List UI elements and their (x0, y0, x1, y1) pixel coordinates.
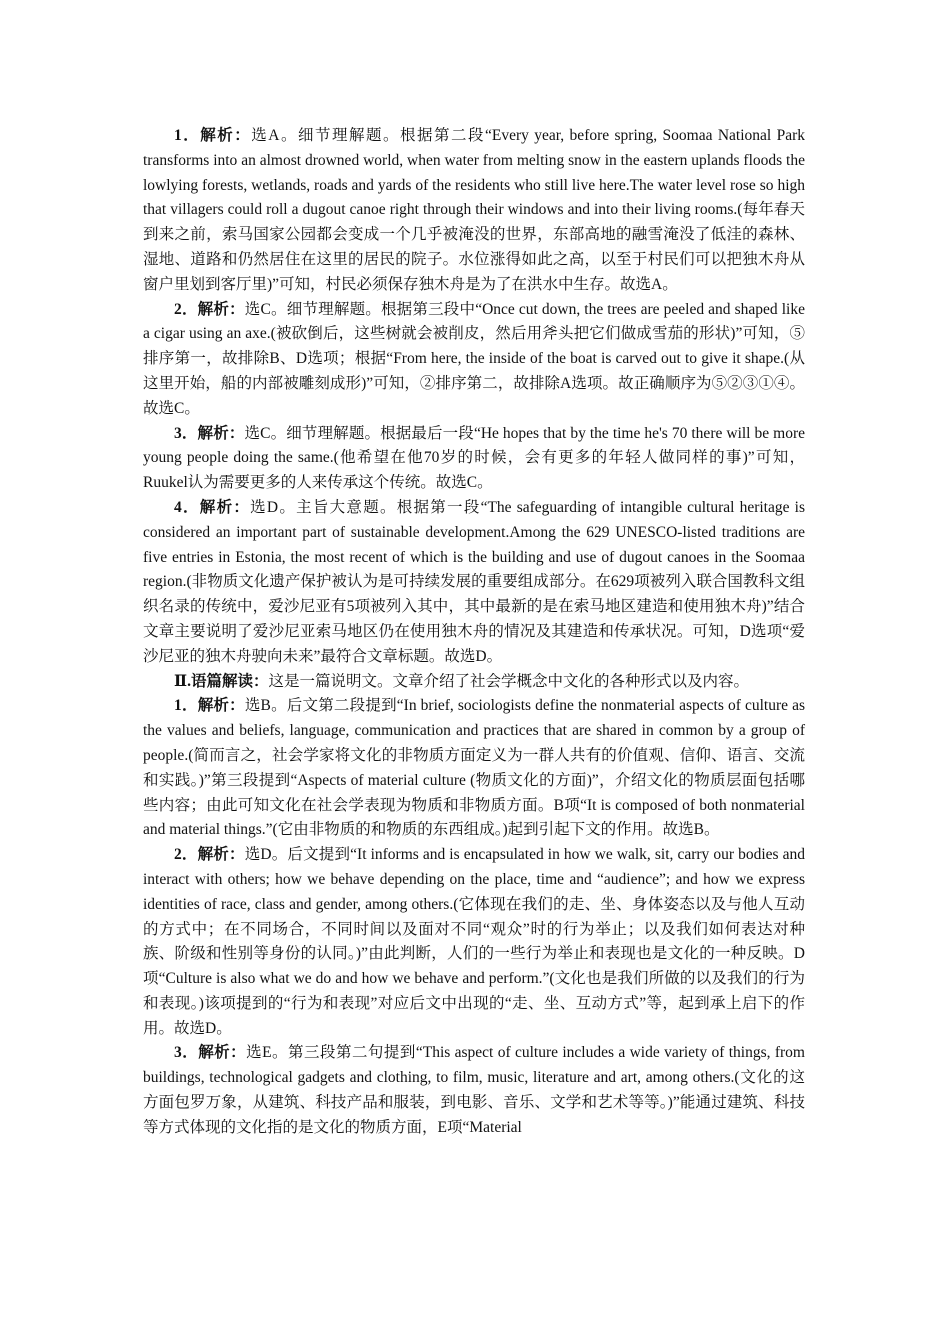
answer-item (143, 694, 805, 843)
item-number: 3． (174, 1044, 199, 1062)
item-label: 解析： (197, 424, 245, 442)
section-heading-label: Ⅱ.语篇解读： (174, 672, 269, 690)
item-body: 选E。第三段第二句提到“This aspect of culture includes a wide variety of things, from buildings, technological gadgets and clothing, to film, music, literature and art, among others.(文化的这方面包罗万象，从建筑、科技产品和服装，到电影、音乐、文学和艺术等等。)”能通过建筑、科技等方式体现的文化指的是文化的物质方面，E项“Material (143, 1044, 805, 1136)
item-number: 3． (174, 424, 198, 442)
item-label: 解析： (198, 1044, 247, 1062)
document-page (143, 124, 805, 1141)
answer-item (143, 124, 805, 298)
item-label: 解析： (200, 127, 252, 144)
item-number: 1． (174, 127, 201, 144)
item-number: 4． (174, 498, 200, 516)
item-body: 选D。主旨大意题。根据第一段“The safeguarding of intangible cultural heritage is considered an important part of sustainable development.Among the 629 UNESCO-listed traditions are five entries in Estonia, the most recent of which is the building and use of dugout canoes in the Soomaa region.(非物质文化遗产保护被认为是可持续发展的重要组成部分。在629项被列入联合国教科文组织名录的传统中，爱沙尼亚有5项被列入其中，其中最新的是在索马地区建造和使用独木舟)”结合文章主要说明了爱沙尼亚索马地区仍在使用独木舟的情况及其建造和传承状况。可知，D选项“爱沙尼亚的独木舟驶向未来”最符合文章标题。故选D。 (143, 498, 805, 665)
item-body: 选D。后文提到“It informs and is encapsulated in how we walk, sit, carry our bodies and interact with others; how we behave depending on the place, time and “audience”; and how we express identities of race, class and gender, among others.(它体现在我们的走、坐、身体姿态以及与他人互动的方式中；在不同场合，不同时间以及面对不同“观众”时的行为举止；以及我们如何表达对种族、阶级和性别等身份的认同。)”由此判断，人们的一些行为举止和表现也是文化的一种反映。D项“Culture is also what we do and how we behave and perform.”(文化也是我们所做的以及我们的行为和表现。)该项提到的“行为和表现”对应后文中出现的“走、坐、互动方式”等，起到承上启下的作用。故选D。 (143, 846, 805, 1037)
section-heading (143, 670, 805, 695)
item-number: 2． (174, 846, 198, 864)
item-body: 选C。细节理解题。根据最后一段“He hopes that by the time he's 70 there will be more young people doing the same.(他希望在他70岁的时候，会有更多的年轻人做同样的事)”可知，Ruukel认为需要更多的人来传承这个传统。故选C。 (143, 424, 805, 492)
item-number: 2． (174, 300, 198, 318)
item-label: 解析： (197, 300, 245, 318)
answer-item (143, 496, 805, 670)
answer-item (143, 422, 805, 496)
item-number: 1． (174, 697, 198, 715)
item-body: 选A。细节理解题。根据第二段“Every year, before spring, Soomaa National Park transforms into an almost drowned world, when water from melting snow in the eastern uplands floods the lowlying forests, wetlands, roads and yards of the residents who still live here.The water level rose so high that villagers could roll a dugout canoe right through their windows and into their living rooms.(每年春天到来之前，索马国家公园都会变成一个几乎被淹没的世界，东部高地的融雪淹没了低洼的森林、湿地、道路和仍然居住在这里的居民的院子。水位涨得如此之高，以至于村民们可以把独木舟从窗户里划到客厅里)”可知，村民必须保存独木舟是为了在洪水中生存。故选A。 (143, 127, 805, 293)
item-label: 解析： (197, 846, 245, 864)
item-body: 选C。细节理解题。根据第三段中“Once cut down, the trees are peeled and shaped like a cigar using an axe.(被砍倒后，这些树就会被削皮，然后用斧头把它们做成雪茄的形状)”可知，⑤排序第一，故排除B、D选项；根据“From here, the inside of the boat is carved out to give it shape.(从这里开始，船的内部被雕刻成形)”可知，②排序第二，故排除A选项。故正确顺序为⑤②③①④。故选C。 (143, 300, 805, 417)
answer-item (143, 298, 805, 422)
item-label: 解析： (197, 697, 245, 715)
answer-item (143, 843, 805, 1041)
item-body: 选B。后文第二段提到“In brief, sociologists define the nonmaterial aspects of culture as the values and beliefs, language, communication and practices that are shared in common by a group of people.(简而言之，社会学家将文化的非物质方面定义为一群人共有的价值观、信仰、语言、交流和实践。)”第三段提到“Aspects of material culture (物质文化的方面)”，介绍文化的物质层面包括哪些内容；由此可知文化在社会学表现为物质和非物质方面。B项“It is composed of both nonmaterial and material things.”(它由非物质的和物质的东西组成。)起到引起下文的作用。故选B。 (143, 697, 805, 839)
item-label: 解析： (199, 498, 251, 516)
answer-item (143, 1041, 805, 1140)
section-heading-body: 这是一篇说明文。文章介绍了社会学概念中文化的各种形式以及内容。 (268, 672, 749, 690)
